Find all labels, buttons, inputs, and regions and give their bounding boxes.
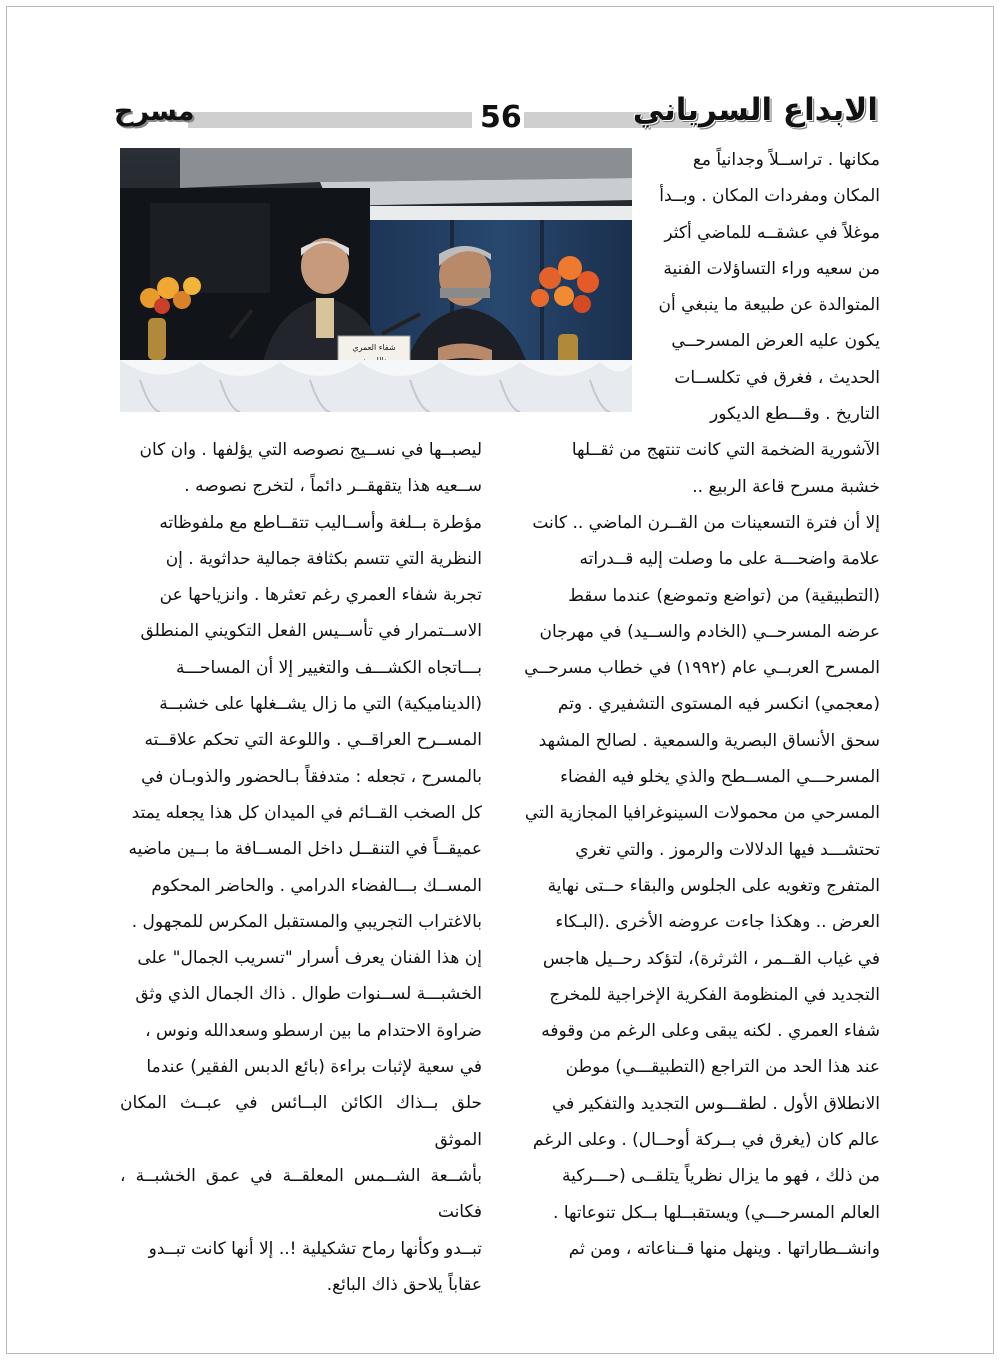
text-line: تجربة شفاء العمري رغم تعثرها . وانزياحها عن <box>159 585 482 606</box>
text-line: من سعيه وراء التساؤلات الفنية <box>663 258 880 279</box>
text-line: إلا أن فترة التسعينات من القــرن الماضي .. كانت <box>532 512 880 533</box>
text-line: عالم كان (يغرق في بــركة أوحــال) . وعلى الرغم <box>532 1130 880 1151</box>
section-name: مسرح <box>114 96 195 127</box>
text-line: تحتشـــد فيها الدلالات والرموز . والتي تغري <box>575 839 880 860</box>
text-line: التجديد في المنظومة الفكرية الإخراجية للمخرج <box>549 984 880 1005</box>
text-line: تبــدو وكأنها رماح تشكيلية !.. إلا أنها كانت تبــدو <box>148 1238 482 1259</box>
text-line: المسرح العربــي عام (١٩٩٢) في خطاب مسرحــي <box>524 658 880 679</box>
header-rule-left <box>188 112 472 128</box>
text-line: الحديث ، فغرق في تكلســات <box>674 367 880 388</box>
text-line: يكون عليه العرض المسرحــي <box>671 331 880 352</box>
text-line: المسرحـــي المســطح والذي يخلو فيه الفضاء <box>560 767 880 788</box>
magazine-title: الابداع السرياني <box>632 92 878 128</box>
text-line: كل الصخب القــائم في الميدان كل هذا يجعله يمتد <box>131 802 482 823</box>
text-line: المتوالدة عن طبيعة ما ينبغي أن <box>658 295 880 316</box>
text-line: العالم المسرحـــي) ويستقبــلها بــكل تنوعاتها . <box>553 1202 880 1223</box>
text-line: سحق الأنساق البصرية والسمعية . لصالح المشهد <box>538 730 880 751</box>
text-line: وانشــطاراتها . وينهل منها قــناعاته ، ومن ثم <box>568 1238 880 1259</box>
text-line: (التطبيقية) من (تواضع وتموضع) عندما سقط <box>568 585 880 606</box>
text-line: علامة واضحـــة على ما وصلت إليه قــدراته <box>579 549 880 570</box>
text-line: شفاء العمري . لكنه يبقى وعلى الرغم من وقوفه <box>541 1021 880 1042</box>
article-column-right <box>516 142 880 1267</box>
text-line: عرضه المسرحــي (الخادم والســيد) في مهرجان <box>539 621 880 642</box>
text-line: إن هذا الفنان يعرف أسرار "تسريب الجمال" على <box>137 948 482 969</box>
text-line: الخشبـــة لســنوات طوال . ذاك الجمال الذي وثق <box>135 984 482 1005</box>
article-column-left <box>120 432 482 1303</box>
text-line: الانطلاق الأول . لطقـــوس التجديد والتفكير في <box>551 1093 880 1114</box>
nameplate-line1: شفاء العمري <box>352 343 396 352</box>
text-line: ســعيه هذا يتقهقــر دائماً ، لتخرج نصوصه . <box>184 476 482 497</box>
text-line: المســرح العراقــي . واللوعة التي تحكم علاقــته <box>144 730 482 751</box>
text-line: حلق بــذاك الكائن البــائس في عبــث المكان الموثق <box>120 1093 482 1150</box>
text-line: في سعية لإثبات براءة (بائع الدبس الفقير) عندما <box>146 1057 482 1078</box>
text-line: عقاباً يلاحق ذاك البائع. <box>326 1274 482 1295</box>
text-line: المتفرج وتغويه على الجلوس والبقاء حــتى نهاية <box>547 875 880 896</box>
text-line: المسرحي من محمولات السينوغرافيا المجازية التي <box>524 803 880 824</box>
page-number: 56 <box>480 100 522 135</box>
text-line: المكان ومفردات المكان . وبــدأ <box>659 186 880 207</box>
text-line: التاريخ . وقـــطع الديكور <box>710 404 880 425</box>
text-line: الاســتمرار في تأســيس الفعل التكويني المنطلق <box>140 621 482 642</box>
text-line: من ذلك ، فهو ما يزال نظرياً يتلقــى (حـــركية <box>561 1166 880 1187</box>
text-line: عند هذا الحد من التراجع (التطبيقـــي) موطن <box>565 1057 880 1078</box>
text-line: ضراوة الاحتدام ما بين ارسطو وسعدالله ونوس ، <box>145 1020 482 1041</box>
text-line: خشبة مسرح قاعة الربيع .. <box>692 476 880 497</box>
text-line: (معجمي) انكسر فيه المستوى التشفيري . وتم <box>557 694 880 715</box>
text-line: المســك بـــالفضاء الدرامي . والحاضر المحكوم <box>151 875 482 896</box>
text-line: (الديناميكية) التي ما زال يشــغلها على خشبــة <box>159 694 482 715</box>
text-line: بالاغتراب التجريبي والمستقبل المكرس للمجهول . <box>131 911 482 932</box>
text-line: في غياب القــمر ، الثرثرة)، لتؤكد رحــيل هاجس <box>542 948 880 969</box>
text-line: موغلاً في عشقــه للماضي أكثر <box>664 222 880 243</box>
text-line: ليصبــها في نســيج نصوصه التي يؤلفها . وان كان <box>139 440 482 460</box>
text-line: عميقــاً في التنقــل داخل المســافة ما بــين ماضيه <box>128 839 482 860</box>
text-line: مكانها . تراســلاً وجدانياً مع <box>692 150 880 170</box>
text-line: مؤطرة بــلغة وأســاليب تتقــاطع مع ملفوظاته <box>159 512 482 533</box>
text-line: بالمسرح ، تجعله : متدفقاً بـالحضور والذوبـان في <box>141 766 482 787</box>
text-line: بأشــعة الشــمس المعلقــة في عمق الخشبــة ، فكانت <box>120 1165 482 1223</box>
text-line: النظرية التي تتسم بكثافة جمالية حداثوية . إن <box>165 548 482 569</box>
text-line: العرض .. وهكذا جاءت عروضه الأخرى .(البـكاء <box>555 912 880 933</box>
page-header <box>0 88 1004 148</box>
text-line: بـــاتجاه الكشـــف والتغيير إلا أن المساحـــة <box>175 657 482 678</box>
text-line: الآشورية الضخمة التي كانت تنتهج من ثقــلها <box>571 440 880 461</box>
